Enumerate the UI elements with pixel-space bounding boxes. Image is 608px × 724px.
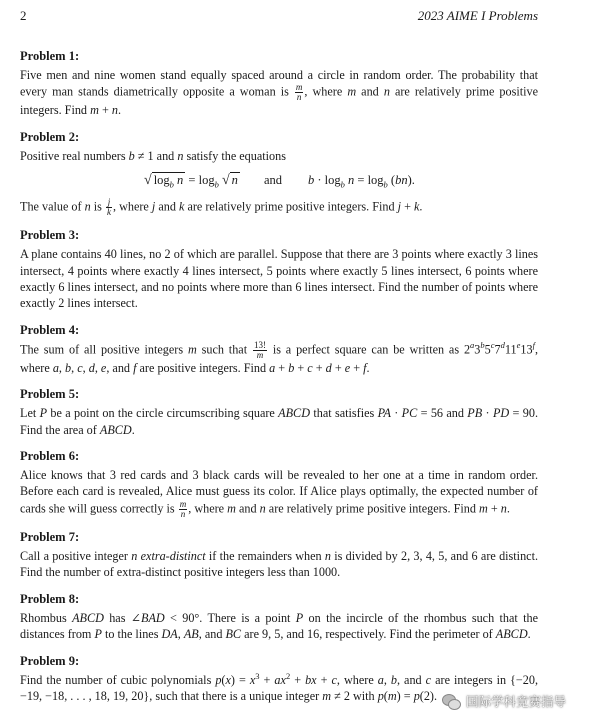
- problem-title: Problem 8:: [20, 591, 80, 606]
- problem-8: [20, 591, 538, 643]
- problem-6: [20, 448, 538, 519]
- problem-text: The value of n is $\frac{j}{k}$ , where j and k are relatively prime positive integers. Find j + k.: [20, 197, 423, 218]
- problem-title: Problem 7:: [20, 529, 80, 544]
- problem-title: Problem 5:: [20, 387, 80, 402]
- equation-right: $b \cdot \log_b n = \log_b (bn)$.: [308, 173, 415, 190]
- problem-7: [20, 529, 538, 581]
- problem-list: [20, 48, 538, 714]
- problem-text: A plane contains 40 lines, no 2 of which are parallel. Suppose that there are 3 points where exactly 3 lines intersect, 4 points where exactly 4 lines intersect, 5 points where exactly 5 lines intersect, 6 points where exactly 6 lines intersect, and no points where more than 6 lines intersect. Find the number of points where exactly 2 lines intersect.: [20, 247, 538, 311]
- problem-text: Alice knows that 3 red cards and 3 black cards will be revealed to her one at a time in random order. Before each card is revealed, Alice must guess its color. If Alice plays optimally, the expected number of cards she will guess correctly is $\frac{m}{n}$ , where m and n are relatively prime positive integers. Find m + n.: [20, 468, 538, 519]
- display-equation: [20, 166, 538, 194]
- wechat-icon: [442, 694, 460, 709]
- equation-left: √ $\log_b n = \log_b$ √ n: [144, 173, 238, 190]
- problem-text: Rhombus ABCD has ∠BAD < 90°. There is a point P on the incircle of the rhombus such that the distances from P to the lines DA, AB, and BC are 9, 5, and 16, respectively. Find the perimeter of ABCD.: [20, 610, 538, 642]
- problem-4: [20, 322, 538, 376]
- problem-text: Positive real numbers b ≠ 1 and n satisfy the equations: [20, 148, 286, 163]
- page-number: 2: [20, 8, 27, 23]
- problem-title: Problem 6:: [20, 449, 80, 464]
- problem-text: The sum of all positive integers m such that $\frac{13!}{m}$ is a perfect square can be written as 2$^a$3$^b$5$^c$7$^d$11e13$^f$, where a, b, c, d, e, and f are positive integers. Find a + b + c + d + e + f.: [20, 339, 538, 375]
- equation-connector: and: [264, 173, 283, 188]
- problem-3: [20, 227, 538, 312]
- problem-text: Let P be a point on the circle circumscribing square ABCD that satisfies PA · PC = 56 and PB · PD = 90. Find the area of ABCD.: [20, 406, 539, 437]
- problem-title: Problem 9:: [20, 653, 80, 668]
- problem-2: [20, 129, 538, 217]
- problem-5: [20, 386, 538, 438]
- problem-text: Call a positive integer n extra-distinct if the remainders when n is divided by 2, 3, 4, 5, and 6 are distinct. Find the number of extra-distinct positive integers less than 1000.: [20, 548, 539, 580]
- problem-title: Problem 3:: [20, 228, 80, 243]
- running-title: 2023 AIME I Problems: [417, 8, 538, 23]
- problem-title: Problem 2:: [20, 129, 80, 144]
- watermark: [442, 688, 602, 714]
- problem-1: [20, 48, 538, 119]
- problem-text: Five men and nine women stand equally spaced around a circle in random order. The probability that every man stands diametrically opposite a woman is $\frac{m}{n}$ , where m and n are relatively prime positive integers. Find m + n.: [20, 68, 538, 118]
- page-header: [20, 8, 538, 26]
- watermark-text: 国际学科竞赛指导: [466, 694, 567, 709]
- problem-text: Find the number of cubic polynomials $p(x) = x^3 + ax^2$ + bx + c, where a, b, and c are integers in {−20, −19, −18, . . . , 18, 19, 20}, such that there is a unique integer m ≠ 2 with p(m) = p(2).: [20, 670, 539, 703]
- problem-title: Problem 4:: [20, 322, 80, 337]
- problem-title: Problem 1:: [20, 49, 80, 63]
